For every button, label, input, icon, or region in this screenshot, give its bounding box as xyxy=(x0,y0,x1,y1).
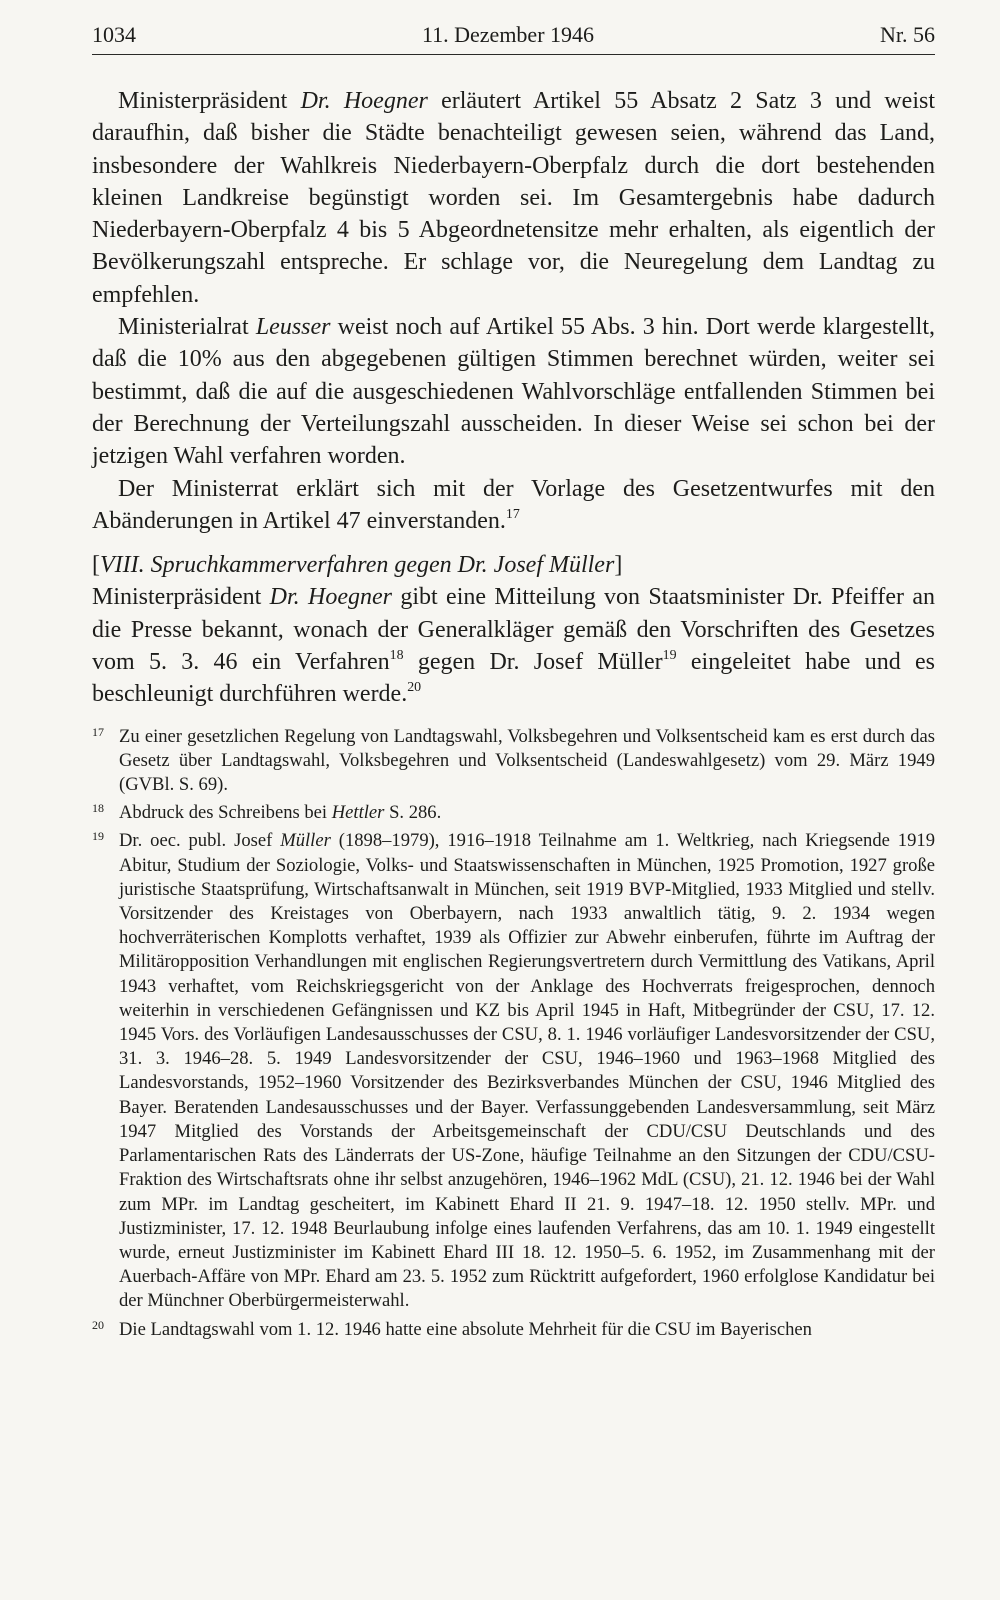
text-run: Dr. oec. publ. Josef xyxy=(119,830,281,852)
footnote-text xyxy=(119,801,935,825)
footnote-text xyxy=(119,829,935,1313)
text-run-italic: Dr. xyxy=(300,88,331,114)
header-date: 11. Dezember 1946 xyxy=(421,22,595,47)
footnote-text: Zu einer gesetzlichen Regelung von Landtagswahl, Volksbegehren und Volksentscheid kam es erst durch das Gesetz über Landtagswahl, Volksbegehren und Volksentscheid (Landeswahlgesetz) vom 29. März 1949 (GVBl. S. 69). xyxy=(119,725,935,796)
text-run xyxy=(331,88,344,114)
footnote-ref: 18 xyxy=(389,648,404,664)
text-run: gibt eine Mitteilung von Staatsminister Dr. Pfeiffer an die Presse bekannt, wonach der Generalkläger gemäß den Vorschriften des Gesetzes vom 5. 3. 46 ein Verfahren xyxy=(92,584,935,676)
person-name: Müller xyxy=(280,830,331,852)
paragraph-leusser xyxy=(92,311,935,472)
section-heading xyxy=(92,549,935,581)
paragraph-hoegner xyxy=(92,85,935,311)
text-run: Ministerpräsident xyxy=(92,584,270,611)
bracket: [ xyxy=(92,552,100,579)
footnote-text: Die Landtagswahl vom 1. 12. 1946 hatte eine absolute Mehrheit für die CSU im Bayerischen xyxy=(119,1318,812,1340)
text-run: eingeleitet habe und es beschleunigt durchführen werde. xyxy=(92,649,935,708)
text-run: Der Ministerrat erklärt sich mit der Vorlage des Gesetzentwurfes mit den Abänderungen in Artikel 47 einverstanden. xyxy=(92,475,935,534)
document-page xyxy=(92,22,935,1346)
text-run: erläutert Artikel 55 Absatz 2 Satz 3 und weist daraufhin, daß bisher die Städte benachteiligt gewesen seien, während das Land, insbesondere der Wahlkreis Niederbayern-Oberpfalz durch die dort bestehenden kleinen Landkreise begünstigt worden sei. Im Gesamtergebnis habe dadurch Niederbayern-Oberpfalz 4 bis 5 Abgeordnetensitze mehr erhalten, als eigentlich der Bevölkerungszahl entspreche. Er schlage vor, die Neuregelung dem Landtag zu empfehlen. xyxy=(92,88,936,308)
text-run: Ministerialrat xyxy=(118,314,256,341)
footnote-number: 17 xyxy=(92,724,104,739)
text-run: gegen Dr. Josef Müller xyxy=(403,649,663,676)
footnote-ref: 20 xyxy=(407,680,422,696)
footnote-ref: 17 xyxy=(505,506,520,522)
footnote-17 xyxy=(92,725,935,798)
section-heading-text: VIII. Spruchkammerverfahren gegen Dr. Josef Müller xyxy=(100,552,615,579)
paragraph-spruchkammer xyxy=(92,581,935,710)
footnotes xyxy=(92,725,935,1342)
page-number: 1034 xyxy=(92,22,136,47)
footnote-ref: 19 xyxy=(662,648,677,664)
issue-number: Nr. 56 xyxy=(879,22,935,47)
person-name: Dr. Hoegner xyxy=(269,584,392,611)
footnote-19 xyxy=(92,829,935,1313)
footnote-20 xyxy=(92,1318,935,1342)
paragraph-ministerrat xyxy=(92,473,935,538)
footnote-number: 19 xyxy=(92,829,104,844)
person-name: Hoegner xyxy=(343,88,428,114)
text-run: weist noch auf Artikel 55 Abs. 3 hin. Dort werde klargestellt, daß die 10% aus den abgegebenen gültigen Stimmen berechnet würden, weiter sei bestimmt, daß die auf die ausgeschiedenen Wahlvorschläge entfallenden Stimmen bei der Berechnung der Verteilungszahl ausscheiden. In dieser Weise sei schon bei der jetzigen Wahl verfahren worden. xyxy=(92,314,935,470)
text-run: Abdruck des Schreibens bei xyxy=(119,802,332,824)
footnote-number: 20 xyxy=(92,1317,104,1332)
main-text xyxy=(92,85,935,711)
text-run: (1898–1979), 1916–1918 Teilnahme am 1. Weltkrieg, nach Kriegsende 1919 Abitur, Studium der Soziologie, Volks- und Staatswissenschaften in München, 1925 Promotion, 1927 große juristische Staatsprüfung, Wirtschaftsanwalt in München, seit 1919 BVP-Mitglied, 1933 Mitglied und stellv. Vorsitzender des Kreistages von Oberbayern, nach 1933 anwaltlich tätig, 9. 2. 1934 wegen hochverräterischen Komplotts verhaftet, 1939 als Offizier zur Abwehr einberufen, führte im Auftrag der Militäropposition Verhandlungen mit englischen Regierungsvertretern durch Vermittlung des Vatikans, April 1943 verhaftet, vom Reichskriegsgericht von der Anklage des Hochverrats freigesprochen, dennoch weiterhin in verschiedenen Gefängnissen und KZ bis April 1945 in Haft, Mitbegründer der CSU, 17. 12. 1945 Vors. des Vorläufigen Landesausschusses der CSU, 8. 1. 1946 vorläufiger Landesvorsitzender der CSU, 31. 3. 1946–28. 5. 1949 Landesvorsitzender der CSU, 1946–1960 und 1963–1968 Mitglied des Landesvorstands, 1952–1960 Vorsitzender des Bezirksverbandes München der CSU, 1946 Mitglied des Bayer. Beratenden Landesausschusses und der Bayer. Verfassunggebenden Landesversammlung, seit März 1947 Mitglied des Vorstands der Arbeitsgemeinschaft der CDU/CSU Deutschlands und des Parlamentarischen Rats des Länderrats der US-Zone, häufige Teilnahme an den Sitzungen der CDU/CSU-Fraktion des Wirtschaftsrats ohne ihr selbst anzugehören, 1946–1962 MdL (CSU), 21. 12. 1946 bei der Wahl zum MPr. im Landtag gescheitert, im Kabinett Ehard II 21. 9. 1947–18. 12. 1950 stellv. MPr. und Justizminister, 17. 12. 1948 Beurlaubung infolge eines laufenden Verfahrens, das am 10. 1. 1949 eingestellt wurde, erneut Justizminister im Kabinett Ehard III 18. 12. 1950–5. 6. 1952, im Zusammenhang mit der Auerbach-Affäre von MPr. Ehard am 23. 5. 1952 zum Rücktritt aufgefordert, 1960 erfolglose Kandidatur bei der Münchner Oberbürgermeisterwahl. xyxy=(119,830,935,1312)
author-name: Hettler xyxy=(331,802,385,824)
footnote-number: 18 xyxy=(92,801,104,816)
person-name: Leusser xyxy=(255,314,331,341)
bracket: ] xyxy=(614,552,623,579)
text-run: S. 286. xyxy=(384,802,442,824)
page-header xyxy=(92,22,935,55)
footnote-18 xyxy=(92,801,935,825)
text-run: Ministerpräsident xyxy=(118,88,301,114)
